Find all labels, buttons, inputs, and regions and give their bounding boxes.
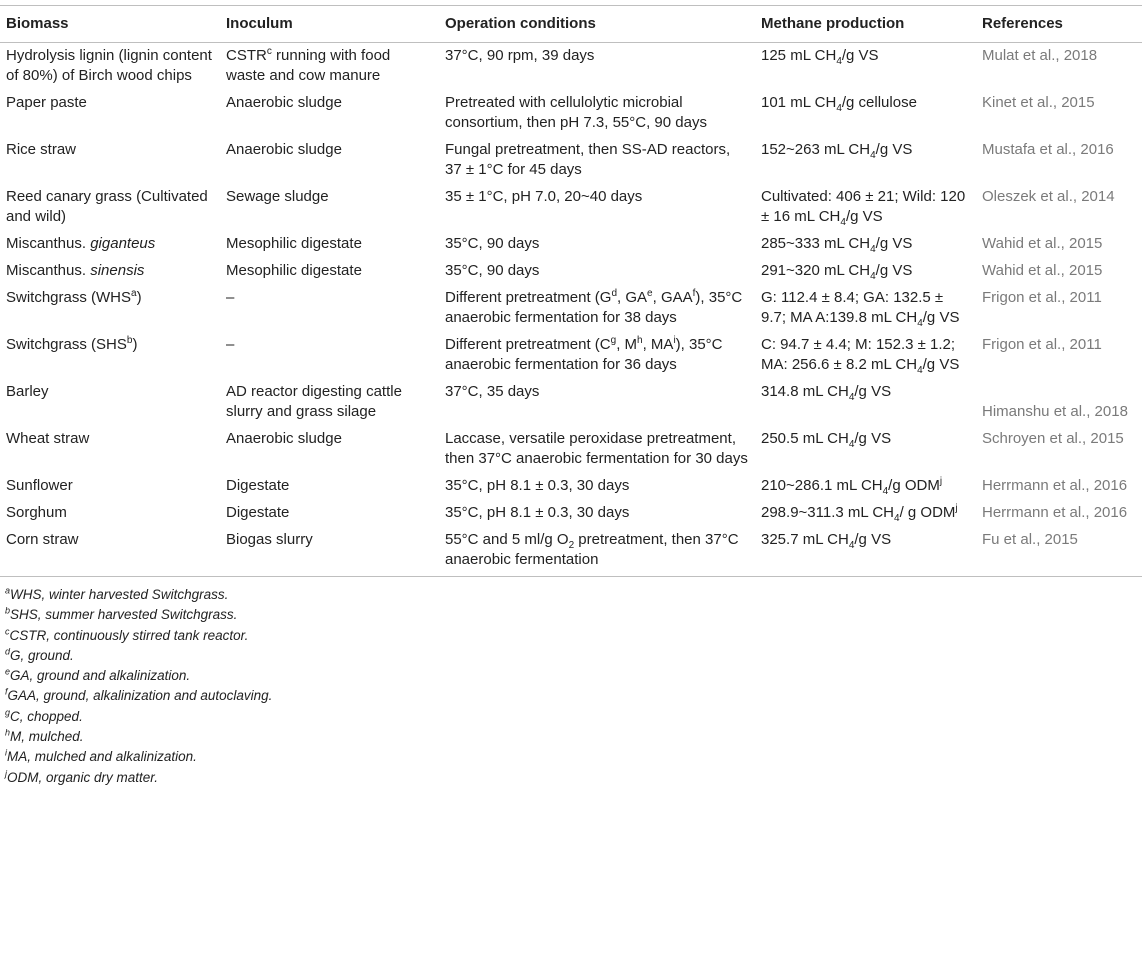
cell-reference: Wahid et al., 2015 (982, 262, 1103, 279)
cell-operation-conditions: Different pretreatment ($C^g$, $M^h$, $MA^i$), 35°C anaerobic fermentation for 36 days (445, 335, 723, 373)
cell-methane-production: 291~320 mL $CH_4/g$ VS (761, 262, 913, 282)
footnote-mark: e (5, 666, 11, 677)
table-row (0, 285, 1142, 332)
footnote: $^h$M, mulched. (5, 727, 84, 745)
cell-reference: Frigon et al., 2011 (982, 336, 1102, 353)
footnote: $^b$SHS, summer harvested Switchgrass. (5, 605, 238, 623)
footnote: $^d$G, ground. (5, 646, 74, 663)
footnote-mark: c (5, 626, 10, 637)
footnote-mark: g (5, 707, 11, 718)
cell-methane-production: 101 mL $CH_4/g$ cellulose (761, 94, 917, 114)
cell-inoculum: Biogas slurry (226, 531, 313, 548)
footnote: $^c$CSTR, continuously stirred tank reactor. (5, 626, 249, 643)
cell-reference: Himanshu et al., 2018 (982, 403, 1128, 420)
cell-biomass: Rice straw (6, 141, 77, 158)
cell-operation-conditions: 35°C, pH 8.1 ± 0.3, 30 days (445, 477, 630, 494)
cell-inoculum: AD reactor digesting cattle slurry and grass silage (226, 383, 402, 420)
cell-biomass: Miscanthus. giganteus (6, 235, 156, 252)
cell-biomass: Wheat straw (6, 430, 90, 447)
table-row (0, 527, 1142, 577)
cell-inoculum: Anaerobic sludge (226, 94, 342, 111)
cell-reference: Herrmann et al., 2016 (982, 504, 1128, 521)
header-methane-production: Methane production (755, 6, 976, 43)
footnote: $^f$GAA, ground, alkalinization and autoclaving. (5, 686, 273, 704)
cell-reference: Oleszek et al., 2014 (982, 188, 1115, 205)
header-references: References (976, 6, 1142, 43)
header-biomass: Biomass (0, 6, 220, 43)
cell-methane-production: 298.9~311.3 mL $CH_4/$ g ODM$^j$ (761, 503, 958, 524)
cell-methane-production: 250.5 mL $CH_4/g$ VS (761, 430, 892, 450)
document-page (0, 5, 1146, 788)
cell-operation-conditions: Laccase, versatile peroxidase pretreatment, then 37°C anaerobic fermentation for 30 days (445, 430, 748, 467)
cell-inoculum: Anaerobic sludge (226, 141, 342, 158)
table-row (0, 473, 1142, 500)
cell-reference: Schroyen et al., 2015 (982, 430, 1124, 447)
table-row (0, 500, 1142, 527)
cell-methane-production: C: 94.7 ± 4.4; M: 152.3 ± 1.2; MA: 256.6 ± 8.2 mL $CH_4/g$ VS (761, 336, 960, 376)
header-inoculum: Inoculum (220, 6, 439, 43)
cell-inoculum: Mesophilic digestate (226, 262, 362, 279)
cell-reference: Mulat et al., 2018 (982, 47, 1098, 64)
table-row (0, 90, 1142, 137)
cell-operation-conditions: 55°C and 5 ml/g $O_2$ pretreatment, then 37°C anaerobic fermentation (445, 531, 739, 568)
cell-inoculum: Anaerobic sludge (226, 430, 342, 447)
header-operation-conditions: Operation conditions (439, 6, 755, 43)
cell-methane-production: G: 112.4 ± 8.4; GA: 132.5 ± 9.7; MA A:139.8 mL $CH_4/g$ VS (761, 289, 960, 329)
cell-reference: Fu et al., 2015 (982, 531, 1078, 548)
cell-biomass: Sunflower (6, 477, 73, 494)
footnote: $^g$C, chopped. (5, 707, 83, 724)
cell-biomass: Switchgrass (WHS$^a$) (6, 288, 142, 306)
cell-biomass: Barley (6, 383, 49, 400)
cell-inoculum: Mesophilic digestate (226, 235, 362, 252)
cell-operation-conditions: 35°C, 90 days (445, 262, 540, 279)
cell-operation-conditions: Different pretreatment ($G^d$, $GA^e$, GAA$^f$), 35°C anaerobic fermentation for 38 days (445, 288, 743, 326)
cell-reference: Kinet et al., 2015 (982, 94, 1095, 111)
footnote-mark: d (5, 646, 11, 657)
footnote-mark: b (5, 605, 11, 616)
table-row (0, 184, 1142, 231)
biomass-methane-table (0, 5, 1142, 577)
cell-reference: Wahid et al., 2015 (982, 235, 1103, 252)
cell-biomass: Hydrolysis lignin (lignin content of 80%) of Birch wood chips (6, 47, 212, 84)
table-row (0, 43, 1142, 91)
cell-operation-conditions: 37°C, 90 rpm, 39 days (445, 47, 595, 64)
footnote-mark: i (5, 747, 7, 758)
cell-reference: Frigon et al., 2011 (982, 289, 1102, 306)
table-body (0, 43, 1142, 577)
cell-inoculum: Sewage sludge (226, 188, 329, 205)
footnote: $^i$MA, mulched and alkalinization. (5, 747, 197, 765)
cell-reference: Mustafa et al., 2016 (982, 141, 1114, 158)
cell-methane-production: 285~333 mL $CH_4/g$ VS (761, 235, 913, 255)
cell-biomass: Paper paste (6, 94, 87, 111)
cell-biomass: Reed canary grass (Cultivated and wild) (6, 188, 208, 225)
table-row (0, 258, 1142, 285)
table-row (0, 426, 1142, 473)
cell-inoculum: – (226, 289, 235, 306)
footnote-list (0, 585, 1146, 788)
cell-biomass: Corn straw (6, 531, 79, 548)
cell-biomass: Switchgrass (SHS$^b$) (6, 335, 138, 353)
cell-methane-production: 152~263 mL $CH_4/g$ VS (761, 141, 913, 161)
table-header-row (0, 6, 1142, 43)
cell-operation-conditions: Fungal pretreatment, then SS-AD reactors, 37 ± 1°C for 45 days (445, 141, 731, 178)
cell-inoculum: – (226, 336, 235, 353)
cell-inoculum: CSTR$^c$ running with food waste and cow manure (226, 46, 391, 84)
table-row (0, 332, 1142, 379)
footnote-mark: f (5, 686, 8, 697)
cell-biomass: Sorghum (6, 504, 67, 521)
cell-inoculum: Digestate (226, 477, 290, 494)
footnote-mark: a (5, 585, 11, 596)
footnote-mark: j (5, 768, 7, 779)
cell-methane-production: 210~286.1 mL $CH_4/g$ ODM$^j$ (761, 476, 943, 497)
footnote: $^a$WHS, winter harvested Switchgrass. (5, 585, 229, 602)
table-row (0, 231, 1142, 258)
cell-inoculum: Digestate (226, 504, 290, 521)
cell-operation-conditions: 37°C, 35 days (445, 383, 540, 400)
footnote: $^j$ODM, organic dry matter. (5, 768, 159, 785)
cell-operation-conditions: 35°C, 90 days (445, 235, 540, 252)
cell-reference: Herrmann et al., 2016 (982, 477, 1128, 494)
cell-operation-conditions: 35°C, pH 8.1 ± 0.3, 30 days (445, 504, 630, 521)
cell-methane-production: 325.7 mL $CH_4/g$ VS (761, 531, 892, 551)
cell-methane-production: 125 mL $CH_4/g$ VS (761, 47, 879, 67)
table-row (0, 379, 1142, 426)
footnote: $^e$GA, ground and alkalinization. (5, 666, 191, 684)
cell-methane-production: Cultivated: 406 ± 21; Wild: 120 ± 16 mL $CH_4/g$ VS (761, 188, 966, 228)
cell-biomass: Miscanthus. sinensis (6, 262, 145, 279)
cell-methane-production: 314.8 mL $CH_4/g$ VS (761, 383, 892, 403)
footnote-mark: h (5, 727, 11, 738)
table-row (0, 137, 1142, 184)
cell-operation-conditions: Pretreated with cellulolytic microbial consortium, then pH 7.3, 55°C, 90 days (445, 94, 707, 131)
cell-operation-conditions: 35 ± 1°C, pH 7.0, 20~40 days (445, 188, 643, 205)
